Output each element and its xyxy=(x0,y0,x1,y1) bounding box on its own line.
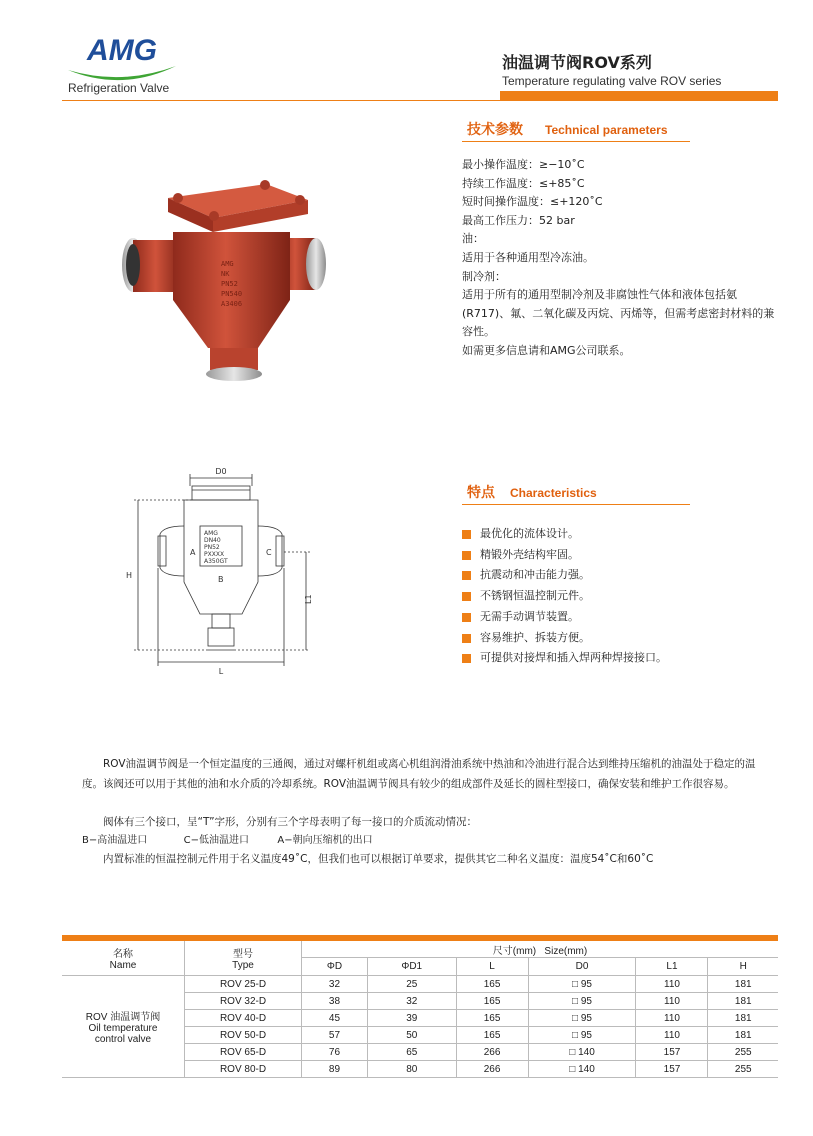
col-header-phi-d1: ΦD1 xyxy=(367,958,456,976)
feature-item: 抗震动和冲击能力强。 xyxy=(462,565,667,586)
feature-item: 容易维护、拆装方便。 xyxy=(462,628,667,649)
bullet-square-icon xyxy=(462,613,471,622)
svg-text:NK: NK xyxy=(221,270,230,278)
description-p1: ROV油温调节阀是一个恒定温度的三通阀，通过对螺杆机组或离心机组润滑油系统中热油和冷油进行混合达到维持压缩机的油温处于稳定的温度。该阀还可以用于其他的油和水介质的冷却系统。ROV油温调节阀具有较少的组成部件及延长的圆柱型接口，确保安装和维护工作很容易。 xyxy=(82,758,756,790)
bullet-square-icon xyxy=(462,654,471,663)
description-p2: 阀体有三个接口，呈“T”字形，分别有三个字母表明了每一接口的介质流动情况： xyxy=(103,816,478,828)
table-header-row xyxy=(62,941,778,958)
port-a-desc: A−朝向压缩机的出口 xyxy=(277,835,373,846)
col-header-h: H xyxy=(708,958,778,976)
spec-table-wrapper xyxy=(62,935,778,1078)
feature-item: 不锈钢恒温控制元件。 xyxy=(462,586,667,607)
col-header-l1: L1 xyxy=(636,958,708,976)
dim-d0-label: D0 xyxy=(215,467,227,476)
table-row: ROV 32-D 38 32 165 □ 95 110 181 xyxy=(62,993,778,1010)
port-c-label: C xyxy=(266,548,272,557)
col-header-d0: D0 xyxy=(528,958,636,976)
bullet-square-icon xyxy=(462,571,471,580)
feature-item: 精锻外壳结构牢固。 xyxy=(462,545,667,566)
table-row: ROV 65-D 76 65 266 □ 140 157 255 xyxy=(62,1044,778,1061)
features-heading-underline xyxy=(462,504,690,505)
logo-text: AMG xyxy=(87,34,157,67)
header-divider xyxy=(62,100,778,101)
port-c-desc: C−低油温进口 xyxy=(183,835,249,846)
bottom-pipe-end xyxy=(206,367,262,381)
bullet-square-icon xyxy=(462,530,471,539)
port-a-label: A xyxy=(190,548,196,557)
svg-text:A350GT: A350GT xyxy=(204,558,228,565)
svg-text:PN540: PN540 xyxy=(221,290,243,298)
drawing-bottom-pipe xyxy=(208,628,234,646)
tech-heading-cn: 技术参数 xyxy=(467,122,523,138)
dimension-drawing xyxy=(120,464,320,684)
drawing-cover xyxy=(192,486,250,500)
tech-heading-underline xyxy=(462,141,690,142)
tech-heading-en: Technical parameters xyxy=(545,123,668,137)
bullet-square-icon xyxy=(462,634,471,643)
param-line: 短时间操作温度：≤+120˚C xyxy=(462,195,603,209)
description-ports xyxy=(82,831,762,851)
cover-bolt xyxy=(209,211,219,221)
svg-text:AMG: AMG xyxy=(221,260,234,268)
left-pipe-bore xyxy=(126,244,140,286)
feature-item: 最优化的流体设计。 xyxy=(462,524,667,545)
svg-text:PN52: PN52 xyxy=(221,280,238,288)
table-row: ROV 40-D 45 39 165 □ 95 110 181 xyxy=(62,1010,778,1027)
param-line: 制冷剂： xyxy=(462,269,506,283)
param-line: 适用于各种通用型冷冻油。 xyxy=(462,250,594,264)
page-title-cn: 油温调节阀ROV系列 xyxy=(502,53,652,72)
col-header-type: 型号 Type xyxy=(185,941,302,976)
tech-params xyxy=(462,156,782,361)
product-photo xyxy=(118,170,338,385)
svg-text:A3406: A3406 xyxy=(221,300,243,308)
cover-bolt xyxy=(260,180,270,190)
right-pipe-end xyxy=(306,238,326,290)
table-row: ROV 80-D 89 80 266 □ 140 157 255 xyxy=(62,1061,778,1078)
dim-h-label: H xyxy=(126,571,133,580)
cover-bolt xyxy=(173,193,183,203)
cover-bolt xyxy=(295,195,305,205)
svg-text:DN40: DN40 xyxy=(204,537,221,544)
page-title-en: Temperature regulating valve ROV series xyxy=(502,74,722,88)
features-heading-cn: 特点 xyxy=(467,485,495,501)
param-line: 最高工作压力：52 bar xyxy=(462,213,575,227)
drawing-left-port xyxy=(160,526,184,576)
features-heading-en: Characteristics xyxy=(510,486,597,500)
logo-subtitle: Refrigeration Valve xyxy=(68,81,170,95)
bullet-square-icon xyxy=(462,551,471,560)
port-b-label: B xyxy=(218,575,224,584)
logo-swoosh xyxy=(68,66,176,80)
table-row: ROV 50-D 57 50 165 □ 95 110 181 xyxy=(62,1027,778,1044)
product-name-cell: ROV 油温调节阀 Oil temperature control valve xyxy=(62,976,185,1078)
feature-item: 无需手动调节装置。 xyxy=(462,607,667,628)
svg-text:AMG: AMG xyxy=(204,530,218,537)
param-line: 持续工作温度：≤+85˚C xyxy=(462,176,585,190)
param-line: 油： xyxy=(462,232,484,246)
col-header-size: 尺寸(mm) Size(mm) xyxy=(302,941,779,958)
spec-table xyxy=(62,941,778,1078)
svg-text:PXXXX: PXXXX xyxy=(204,551,225,558)
dim-l1-label: L1 xyxy=(304,594,313,604)
table-row: ROV 油温调节阀 Oil temperature control valve ROV 25-D 32 25 165 □ 95 110 181 xyxy=(62,976,778,993)
bottom-neck xyxy=(210,348,258,370)
param-line: 如需更多信息请和AMG公司联系。 xyxy=(462,343,631,357)
param-line: 适用于所有的通用型制冷剂及非腐蚀性气体和液体包括氨(R717)、氟、二氧化碳及丙烷、丙烯等，但需考虑密封材料的兼容性。 xyxy=(462,288,775,339)
feature-item: 可提供对接焊和插入焊两种焊接接口。 xyxy=(462,648,667,669)
svg-text:PN52: PN52 xyxy=(204,544,220,551)
col-header-name: 名称 Name xyxy=(62,941,185,976)
param-line: 最小操作温度：≥−10˚C xyxy=(462,158,585,171)
dim-l-label: L xyxy=(218,667,224,676)
description-p4: 内置标准的恒温控制元件用于名义温度49˚C，但我们也可以根据订单要求，提供其它二种名义温度：温度54˚C和60˚C xyxy=(103,853,654,865)
col-header-l: L xyxy=(456,958,528,976)
features-list xyxy=(462,524,667,669)
bullet-square-icon xyxy=(462,592,471,601)
port-b-desc: B−高油温进口 xyxy=(82,835,148,846)
col-header-phi-d: ΦD xyxy=(302,958,368,976)
